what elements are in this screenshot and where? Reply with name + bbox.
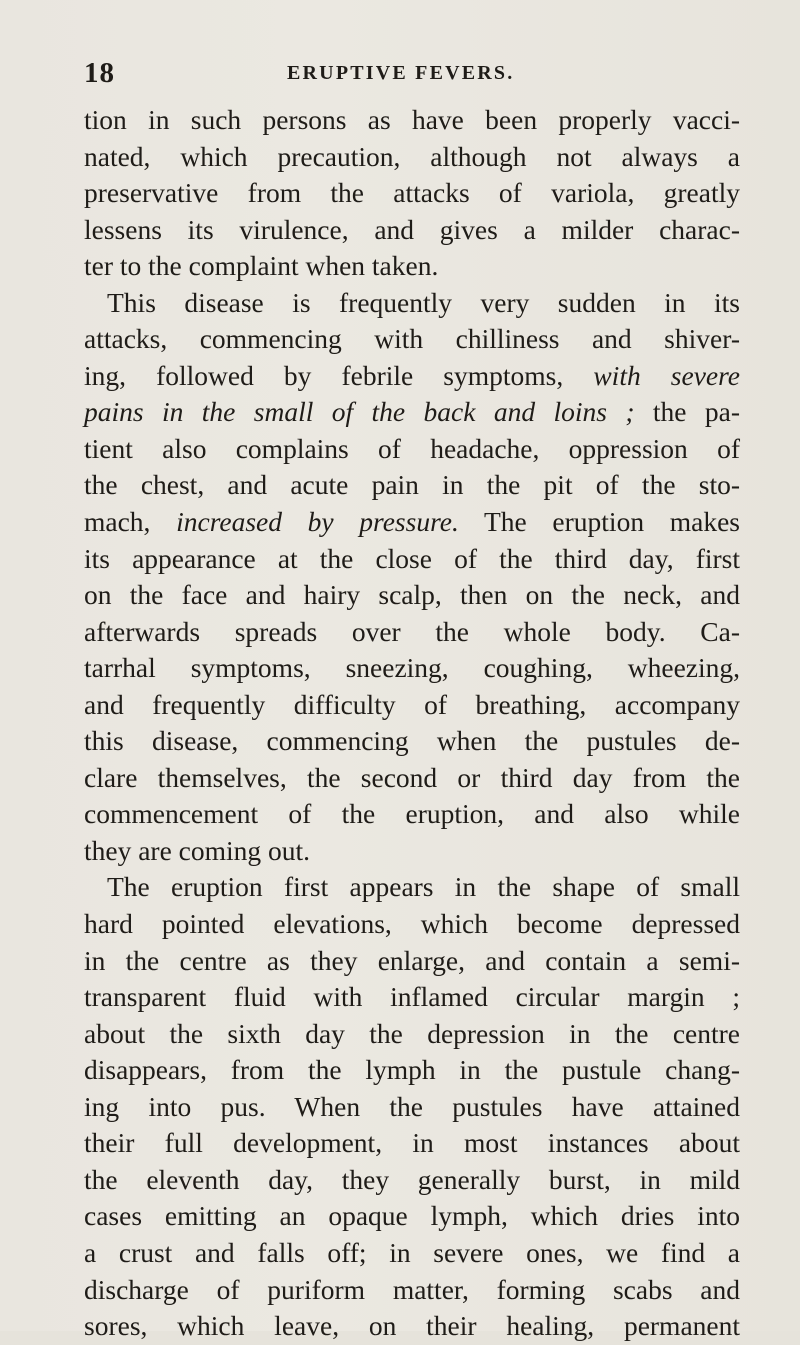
italic-run: increased by pressure. (176, 506, 459, 538)
text-line: nated, which precaution, although not always a (84, 140, 740, 172)
text-line (84, 504, 740, 541)
text-line: commencement of the eruption, and also while (84, 798, 740, 830)
text-line: sores, which leave, on their healing, permanent (84, 1310, 740, 1342)
text-run: mach, (84, 506, 177, 538)
text-line: disappears, from the lymph in the pustule chang- (84, 1054, 740, 1086)
page-number: 18 (84, 57, 115, 89)
italic-run: pains in the small of the back and loins ; (84, 396, 635, 428)
text-line: a crust and falls off; in severe ones, we find a (84, 1236, 740, 1268)
text-line: lessens its virulence, and gives a milder charac- (84, 213, 740, 245)
text-line: clare themselves, the second or third day from the (84, 761, 740, 793)
body-text (84, 102, 740, 1345)
text-line: their full development, in most instances about (84, 1127, 740, 1159)
text-line: hard pointed elevations, which become depressed (84, 908, 740, 940)
text-line: the chest, and acute pain in the pit of the sto- (84, 469, 740, 501)
text-line: on the face and hairy scalp, then on the neck, and (84, 579, 740, 611)
text-line: they are coming out. (84, 834, 311, 866)
text-run: the pa- (634, 396, 740, 428)
text-line: this disease, commencing when the pustules de- (84, 725, 740, 757)
text-line: This disease is frequently very sudden in its (107, 286, 740, 318)
text-run: ing, followed by febrile symptoms, (84, 359, 594, 391)
text-line: attacks, commencing with chilliness and shiver- (84, 323, 740, 355)
text-line: about the sixth day the depression in the centre (84, 1017, 740, 1049)
text-line: afterwards spreads over the whole body. Ca- (84, 615, 740, 647)
text-line: ter to the complaint when taken. (84, 250, 439, 282)
text-line: in the centre as they enlarge, and contain a semi- (84, 944, 740, 976)
running-head: ERUPTIVE FEVERS. (287, 62, 515, 84)
text-line: cases emitting an opaque lymph, which dries into (84, 1200, 740, 1232)
text-line: preservative from the attacks of variola, greatly (84, 177, 740, 209)
text-line: ing into pus. When the pustules have attained (84, 1090, 740, 1122)
text-line: the eleventh day, they generally burst, in mild (84, 1163, 740, 1195)
text-line: transparent fluid with inflamed circular margin ; (84, 981, 740, 1013)
text-line: and frequently difficulty of breathing, accompany (84, 688, 740, 720)
page-header (84, 57, 724, 97)
text-line: The eruption first appears in the shape of small (107, 871, 740, 903)
text-line: discharge of puriform matter, forming scabs and (84, 1273, 740, 1305)
text-line: its appearance at the close of the third day, first (84, 542, 740, 574)
text-run: The eruption makes (458, 506, 740, 538)
text-line (84, 394, 740, 431)
text-line: tion in such persons as have been properly vacci- (84, 104, 740, 135)
italic-run: with severe (593, 359, 740, 391)
text-line (84, 358, 740, 395)
text-line: tarrhal symptoms, sneezing, coughing, wheezing, (84, 652, 740, 684)
text-line: tient also complains of headache, oppression of (84, 432, 740, 464)
